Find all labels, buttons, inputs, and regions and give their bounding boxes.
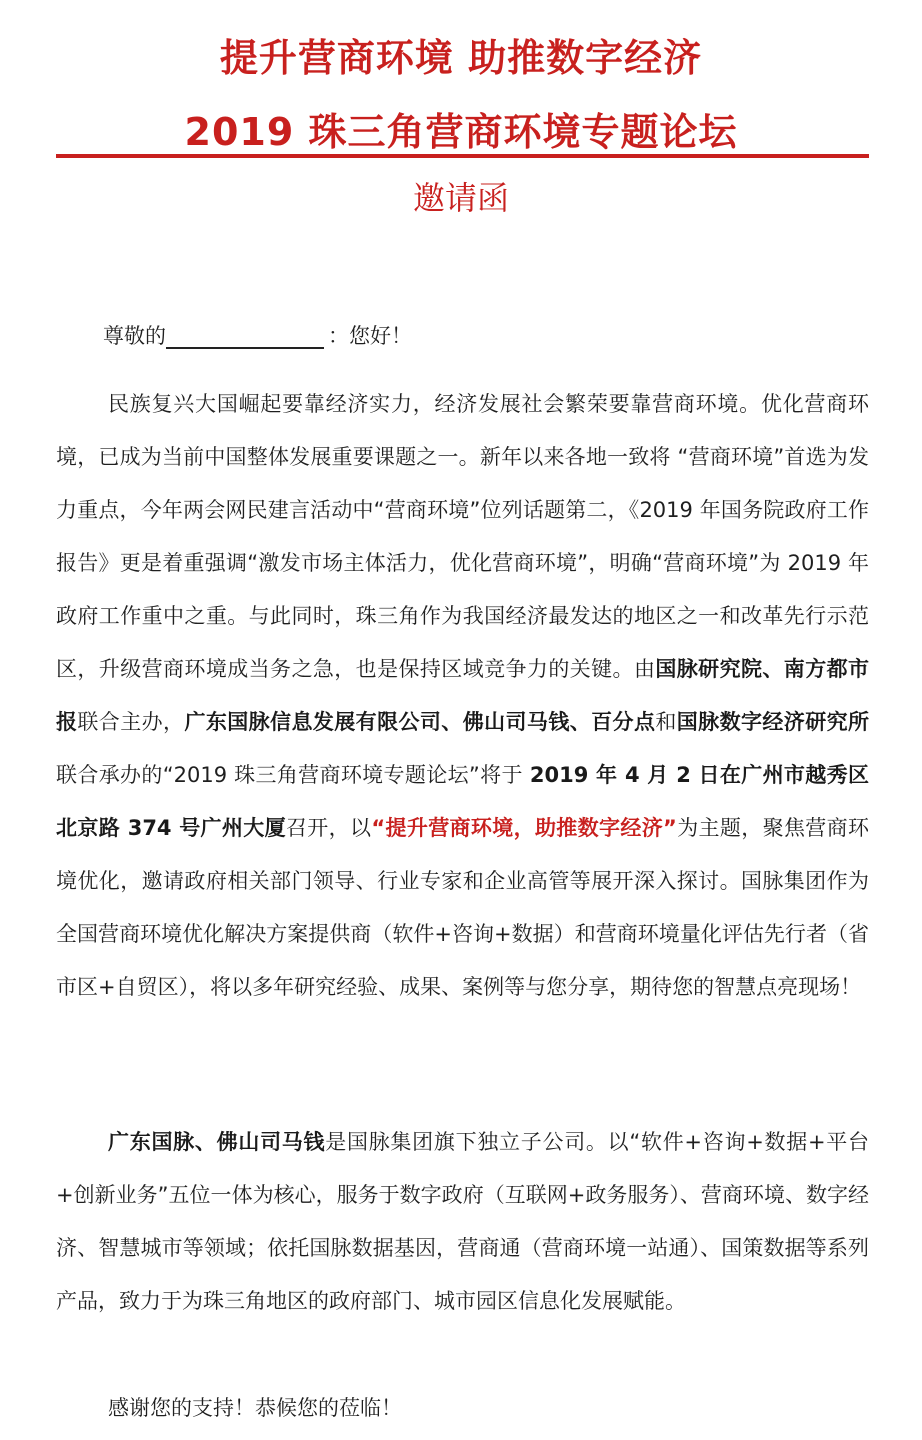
greeting-line	[103, 316, 412, 356]
bold-company-names: 广东国脉、佛山司马钱	[108, 1130, 326, 1154]
paragraph-company	[56, 1116, 869, 1328]
paragraph-intro	[56, 378, 869, 1014]
greeting-suffix: ：您好！	[328, 324, 412, 348]
invitation-heading: 邀请函	[412, 179, 509, 217]
bold-organizers: 国脉研究院、南方都市报	[56, 657, 870, 734]
greeting-prefix: 尊敬的	[103, 324, 166, 348]
bold-date-venue: 2019 年 4 月 2 日在广州市越秀区北京路 374 号广州大厦	[56, 763, 869, 840]
bold-institute: 国脉数字经济研究所	[676, 710, 870, 734]
text-run: 联合主办，	[77, 710, 185, 734]
text-run: 是国脉集团旗下独立子公司。以“软件+咨询+数据+平台+创新业务”五位一体为核心，服务于数字政府（互联网+政务服务）、营商环境、数字经济、智慧城市等领域；依托国脉数据基因，营商通（营商环境一站通）、国策数据等系列产品，致力于为珠三角地区的政府部门、城市园区信息化发展赋能。	[56, 1130, 870, 1313]
text-run: 召开，以	[285, 816, 372, 840]
text-run: 联合承办的“2019 珠三角营商环境专题论坛”将于	[56, 763, 530, 787]
title-line-2: 2019 珠三角营商环境专题论坛	[184, 110, 738, 154]
bold-co-organizers: 广东国脉信息发展有限公司、佛山司马钱、百分点	[184, 710, 656, 734]
title-divider	[56, 154, 869, 158]
text-run: 民族复兴大国崛起要靠经济实力，经济发展社会繁荣要靠营商环境。优化营商环境，已成为当前中国整体发展重要课题之一。新年以来各地一致将 “营商环境”首选为发力重点，今年两会网民建言活动中“营商环境”位列话题第二，《2019 年国务院政府工作报告》更是着重强调“激发市场主体活力，优化营商环境”，明确“营商环境”为 2019 年政府工作重中之重。与此同时，珠三角作为我国经济最发达的地区之一和改革先行示范区，升级营商环境成当务之急，也是保持区域竞争力的关键。由	[56, 392, 869, 681]
title-line-1: 提升营商环境 助推数字经济	[219, 36, 703, 80]
text-run: 和	[655, 710, 677, 734]
recipient-blank	[166, 321, 324, 349]
red-theme: “提升营商环境，助推数字经济”	[371, 816, 677, 840]
closing-line: 感谢您的支持！恭候您的莅临！	[108, 1396, 402, 1420]
text-run: 为主题，聚焦营商环境优化，邀请政府相关部门领导、行业专家和企业高管等展开深入探讨。国脉集团作为全国营商环境优化解决方案提供商（软件+咨询+数据）和营商环境量化评估先行者（省市区+自贸区），将以多年研究经验、成果、案例等与您分享，期待您的智慧点亮现场！	[56, 816, 870, 999]
